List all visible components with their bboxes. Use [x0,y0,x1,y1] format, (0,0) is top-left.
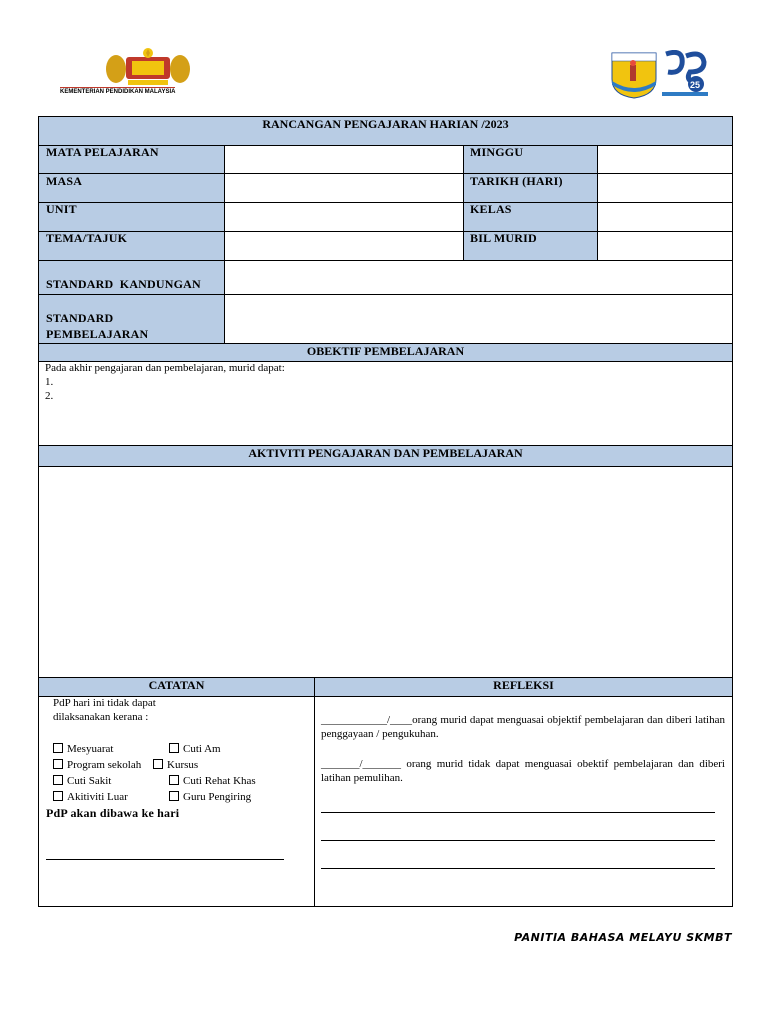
dibawa-label: PdP akan dibawa ke hari [46,806,180,820]
catatan-line-2: dilaksanakan kerana : [53,711,149,723]
standard-pembelajaran-label-2: PEMBELAJARAN [46,327,149,341]
objektif-item-2: 2. [45,390,54,402]
crest-icon [88,47,208,87]
refleksi-paragraph-2: _______/_______ orang murid tidak dapat menguasai obektif pembelajaran dan diberi latihan pemulihan. [321,758,728,784]
ministry-name: KEMENTERIAN PENDIDIKAN MALAYSIA [60,89,176,95]
checkbox-icon[interactable] [169,791,179,801]
school-shield-icon [610,51,658,99]
minggu-label: MINGGU [470,145,524,159]
refleksi-line-2[interactable] [321,840,715,841]
catatan-line-1: PdP hari ini tidak dapat [53,697,156,709]
bil-murid-field[interactable] [597,231,733,261]
kelas-label: KELAS [470,202,512,216]
objektif-item-1: 1. [45,376,54,388]
form-title: RANCANGAN PENGAJARAN HARIAN /2023 [262,117,509,131]
dibawa-blank-line[interactable] [46,859,284,860]
refleksi-line-1[interactable] [321,812,715,813]
option-guru-pengiring[interactable]: Guru Pengiring [169,791,251,803]
refleksi-header: REFLEKSI [493,678,554,692]
tema-label: TEMA/TAJUK [46,231,128,245]
standard-pembelajaran-field[interactable] [224,294,733,344]
catatan-header: CATATAN [148,678,205,692]
svg-text:25: 25 [690,80,701,90]
aktiviti-content[interactable] [38,466,733,678]
checkbox-icon[interactable] [53,791,63,801]
refleksi-line-3[interactable] [321,868,715,869]
bil-murid-label: BIL MURID [470,231,537,245]
masa-label: MASA [46,174,83,188]
minggu-field[interactable] [597,145,733,174]
option-cuti-sakit[interactable]: Cuti Sakit [53,775,111,787]
checkbox-icon[interactable] [153,759,163,769]
option-aktiviti-luar[interactable]: Akitiviti Luar [53,791,128,803]
option-mesyuarat[interactable]: Mesyuarat [53,743,113,755]
objektif-intro: Pada akhir pengajaran dan pembelajaran, murid dapat: [45,362,285,374]
mata-pelajaran-field[interactable] [224,145,464,174]
refleksi-blank-2[interactable]: _______/_______ [321,758,402,770]
ps25-logo [660,50,710,98]
checkbox-icon[interactable] [169,775,179,785]
tarikh-label: TARIKH (HARI) [470,174,563,188]
footer-text: PANITIA BAHASA MELAYU SKMBT [514,931,732,944]
checkbox-icon[interactable] [53,775,63,785]
unit-label: UNIT [46,202,77,216]
ps25-icon [660,50,710,98]
option-kursus[interactable]: Kursus [153,759,198,771]
masa-field[interactable] [224,173,464,203]
refleksi-paragraph-1: ____________/____orang murid dapat menguasai objektif pembelajaran dan diberi latihan penggayaan / pengukuhan. [321,714,725,740]
aktiviti-header: AKTIVITI PENGAJARAN DAN PEMBELAJARAN [248,446,523,460]
option-cuti-rehat-khas[interactable]: Cuti Rehat Khas [169,775,256,787]
option-program-sekolah[interactable]: Program sekolah [53,759,141,771]
option-cuti-am[interactable]: Cuti Am [169,743,221,755]
standard-pembelajaran-label-1: STANDARD [46,311,114,325]
tema-field[interactable] [224,231,464,261]
standard-kandungan-field[interactable] [224,260,733,295]
objektif-header: OBEKTIF PEMBELAJARAN [306,344,465,358]
unit-field[interactable] [224,202,464,232]
school-logo [610,51,658,99]
kelas-field[interactable] [597,202,733,232]
checkbox-icon[interactable] [169,743,179,753]
standard-kandungan-label: STANDARD KANDUNGAN [46,277,201,291]
checkbox-icon[interactable] [53,759,63,769]
refleksi-blank-1[interactable]: ____________/____ [321,714,413,726]
mata-pelajaran-label: MATA PELAJARAN [46,145,159,159]
checkbox-icon[interactable] [53,743,63,753]
tarikh-field[interactable] [597,173,733,203]
malaysia-crest-logo [48,47,208,97]
